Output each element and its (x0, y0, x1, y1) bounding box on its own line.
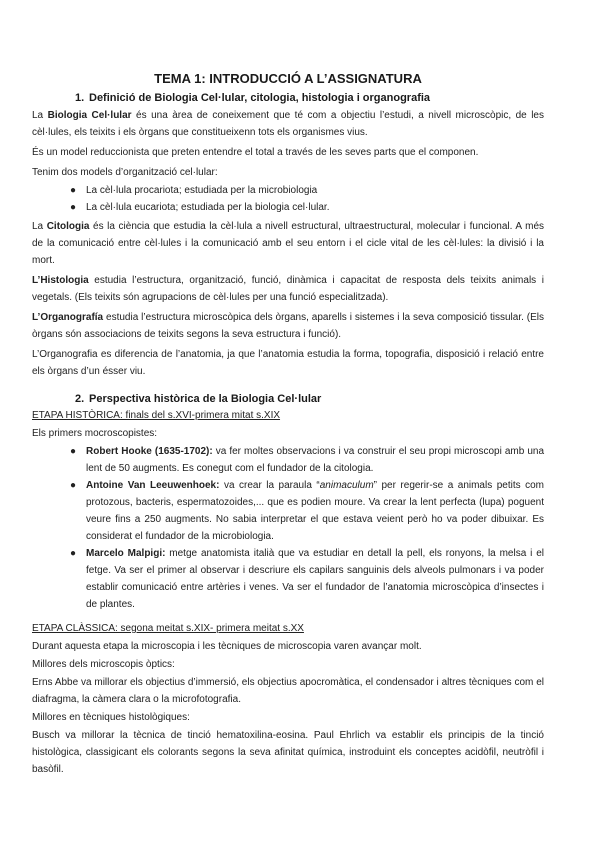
list-item-text: La cèl·lula procariota; estudiada per la microbiologia (86, 185, 318, 196)
list-item (32, 199, 544, 216)
paragraph-model-reduccionista: És un model reduccionista que preten entendre el total a través de les seves parts que el componen. (32, 147, 479, 158)
text: ” per regerir-se a animals petits com protozous, bacteris, espermatozoides,... que es podien moure. Va crear la lent perfecta (lupa) poguent veure fins a 250 augments. No sabia interpretar el que estava veient però ho va poder dibuixar. Es considerat el fundador de la microbiologia. (86, 480, 544, 542)
paragraph-busch-ehrlich: Busch va millorar la tècnica de tinció hematoxilina-eosina. Paul Ehrlich va establir els principis de la tinció histològica, classigicant els colorants segons la seva afinitat química, instroduint els conceptes acidòfil, neutròfil i basòfil. (32, 730, 544, 775)
section-2-heading (32, 391, 544, 407)
person-name: Robert Hooke (1635-1702): (86, 446, 213, 457)
person-name: Marcelo Malpigi: (86, 548, 166, 559)
list-item-marcelo-malpigi (32, 545, 544, 613)
text: va crear la paraula “ (219, 480, 320, 491)
paragraph-biologia-cellular (32, 107, 544, 141)
list-item-robert-hooke (32, 443, 544, 477)
text: és una àrea de coneixement que té com a objectiu l’estudi, a nivell microscòpic, de les cèl·lules, els teixits i els òrgans que constitueixenn tots els organismes vius. (32, 110, 544, 138)
text: metge anatomista italià que va estudiar en detall la pell, els ronyons, la melsa i el fetge. Va ser el primer al observar i descriure els capilars sanguinis dels alveols pulmonars i va poder establir comunicació entre artèries i venes. Va ser el fundador de l’anatomia microscòpica d’insectes i de plantes. (86, 548, 544, 610)
person-name: Antoine Van Leeuwenhoek: (86, 480, 220, 491)
paragraph-durant-etapa: Durant aquesta etapa la microscopia i les tècniques de microscopia varen avançar molt. (32, 641, 422, 652)
text: és la ciència que estudia la cèl·lula a nivell estructural, ultraestructural, molecular i funcional. A més de la comunicació entre cèl·lules i la comunicació amb el seu entorn i el cicle vital de les cèl·lules: la divisió i la mort. (32, 221, 545, 266)
list-microscopistes (32, 443, 544, 613)
paragraph-erns-abbe: Erns Abbe va millorar els objectius d’immersió, els objectius apocromàtica, el condensador i altres tècniques com el diafragma, la càmera clara o la microfotografia. (32, 677, 544, 705)
section-2-number: 2. (75, 393, 85, 405)
etapa-historica-heading: ETAPA HISTÒRICA: finals del s.XVI-primera mitat s.XIX (32, 410, 281, 421)
section-2-title: Perspectiva històrica de la Biologia Cel·lular (89, 393, 322, 405)
paragraph-models-organitzacio: Tenim dos models d’organització cel·lular: (32, 167, 218, 178)
paragraph-primers-microscopistes: Els primers mocroscopistes: (32, 428, 158, 439)
term-animaculum: animaculum (319, 480, 374, 491)
document-page (32, 70, 544, 779)
term-citologia: Citologia (46, 221, 90, 232)
document-title: TEMA 1: INTRODUCCIÓ A L’ASSIGNATURA (154, 71, 422, 86)
text: va fer moltes observacions i va construir el seu propi microscopi amb una lent de 50 augments. Es conegut com el fundador de la citologia. (86, 446, 545, 474)
section-1-heading (32, 90, 544, 106)
bullet-icon: ● (70, 548, 77, 559)
paragraph-millores-tecniques: Millores en tècniques histològiques: (32, 712, 190, 723)
paragraph-histologia (32, 272, 544, 306)
list-item (32, 182, 544, 199)
term-histologia: L’Histologia (32, 275, 89, 286)
text: estudia l’estructura, organització, funció, dinàmica i capacitat de resposta dels teixits animals i vegetals. (Els teixits són agrupacions de cèl·lules per una funció especialitzada). (32, 275, 544, 303)
section-1-title: Definició de Biologia Cel·lular, citologia, histologia i organografia (89, 92, 431, 104)
term-biologia-cellular: Biologia Cel·lular (47, 110, 132, 121)
list-item-van-leeuwenhoek (32, 477, 544, 545)
term-organografia: L’Organografía (32, 312, 104, 323)
text: La (32, 221, 47, 232)
bullet-icon: ● (70, 446, 77, 457)
paragraph-millores-microscopis: Millores dels microscopis òptics: (32, 659, 175, 670)
bullet-icon: ● (70, 185, 77, 196)
bullet-icon: ● (70, 202, 77, 213)
text: La (32, 110, 48, 121)
paragraph-organografia (32, 309, 544, 343)
list-item-text: La cèl·lula eucariota; estudiada per la biologia cel·lular. (86, 202, 330, 213)
text: estudia l’estructura microscòpica dels òrgans, aparells i sistemes i la seva composició tissular. (Els òrgans són associacions de teixits segons la seva estructura i funció). (32, 312, 544, 340)
bullet-icon: ● (70, 480, 77, 491)
paragraph-organografia-anatomia: L’Organografia es diferencia de l’anatomia, ja que l’anatomia estudia la forma, topografia, disposició i relació entre els òrgans d’un ésser viu. (32, 349, 544, 377)
etapa-classica-heading: ETAPA CLÀSSICA: segona meitat s.XIX- primera meitat s.XX (32, 623, 304, 634)
list-models-cellulars (32, 182, 544, 216)
paragraph-citologia (32, 218, 544, 269)
section-1-number: 1. (75, 92, 85, 104)
